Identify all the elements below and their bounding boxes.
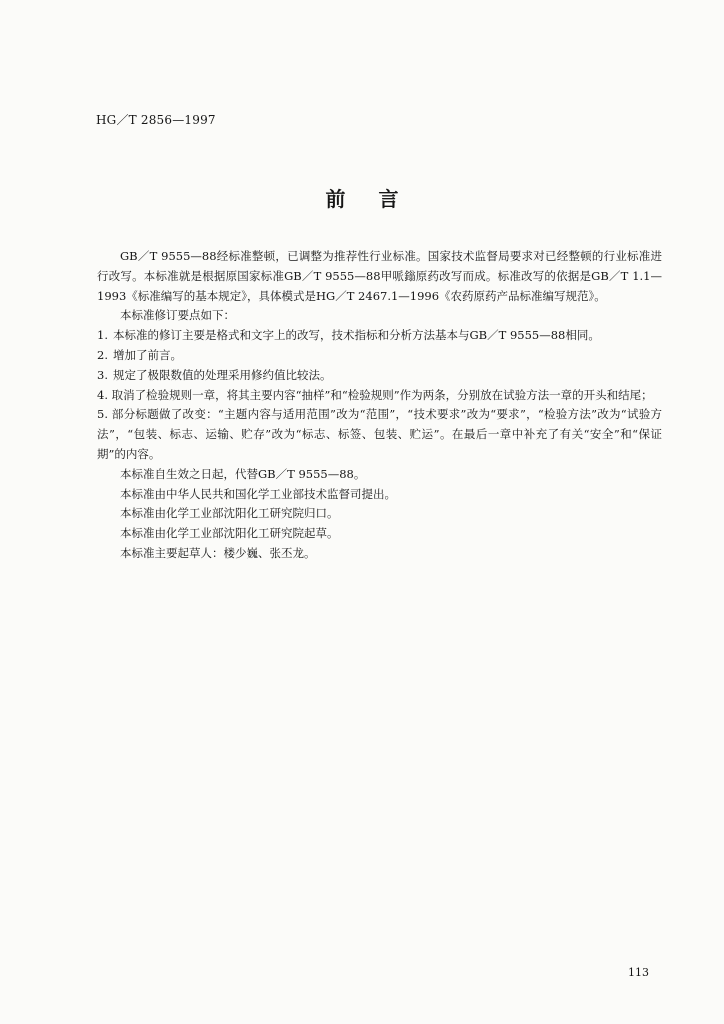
page-number: 113 [628,966,649,979]
revision-point [97,386,662,406]
point-number: 3. [97,367,108,382]
point-text: 规定了极限数值的处理采用修约值比较法。 [113,367,332,382]
revision-point [97,366,662,386]
drafters-paragraph: 本标准主要起草人：楼少巍、张丕龙。 [120,545,316,560]
point-text: 取消了检验规则一章，将其主要内容“抽样”和“检验规则”作为两条，分别放在试验方法一章的开头和结尾； [111,387,653,402]
point-text: 本标准的修订主要是格式和文字上的改写，技术指标和分析方法基本与GB／T 9555—88相同。 [113,328,600,343]
point-text: 部分标题做了改变：“主题内容与适用范围”改为“范围”，“技术要求”改为“要求”，“检验方法”改为“试验方法”，“包装、标志、运输、贮存”改为“标志、标签、包装、贮运”。在最后一章中补充了有关“安全”和“保证期”的内容。 [97,407,663,461]
page-title: 前 言 [325,187,399,211]
revision-points-heading: 本标准修订要点如下： [120,308,235,323]
foreword-body [97,247,662,564]
managed-by-paragraph: 本标准由化学工业部沈阳化工研究院归口。 [120,506,339,521]
point-number: 2. [97,347,108,362]
point-number: 1. [97,328,108,343]
revision-point [97,326,662,346]
proposed-by-paragraph: 本标准由中华人民共和国化学工业部技术监督司提出。 [120,486,396,501]
revision-point [97,346,662,366]
point-number: 5. [97,407,108,422]
point-number: 4. [97,387,108,402]
point-text: 增加了前言。 [113,347,182,362]
drafted-by-paragraph: 本标准由化学工业部沈阳化工研究院起草。 [120,526,339,541]
replaces-paragraph: 本标准自生效之日起，代替GB／T 9555—88。 [120,466,366,481]
intro-paragraph: GB／T 9555—88经标准整顿，已调整为推荐性行业标准。国家技术监督局要求对已经整顿的行业标准进行改写。本标准就是根据原国家标准GB／T 9555—88甲哌鎓原药改写而成。标准改写的依据是GB／T 1.1—1993《标准编写的基本规定》，具体模式是HG／T 2467.1—1996《农药原药产品标准编写规范》。 [97,249,662,303]
standard-number: HG／T 2856—1997 [96,113,216,127]
revision-point [97,405,662,464]
